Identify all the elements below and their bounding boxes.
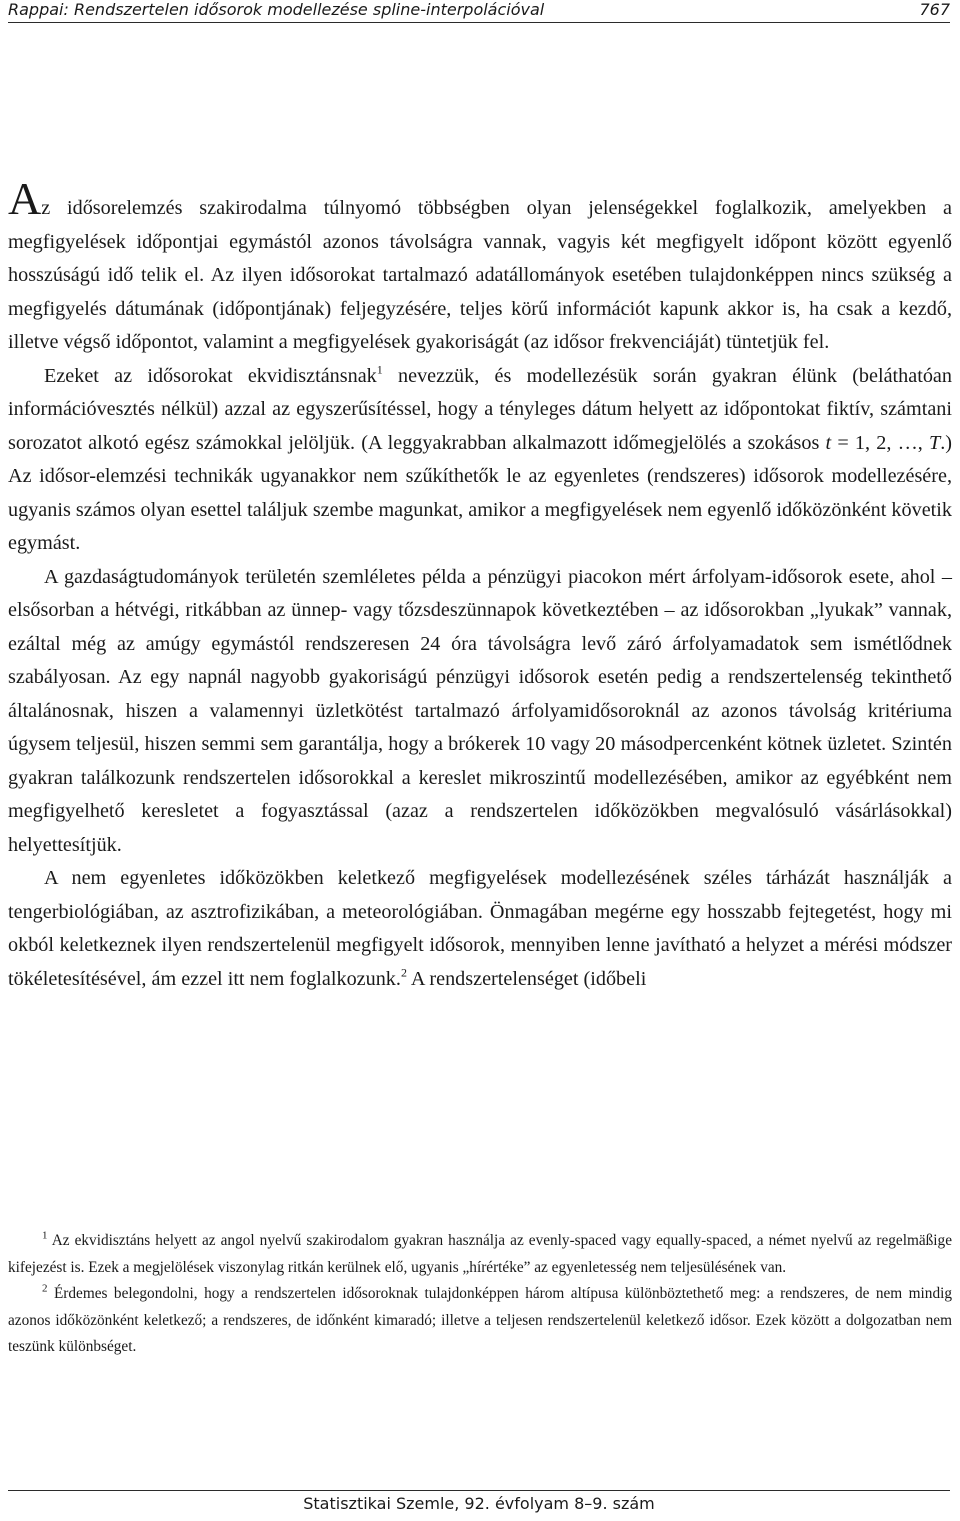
footnotes: [8, 1228, 952, 1361]
p4-text-2: magában megérne egy hosszabb fejtegetést, hogy mi okból keletkeznek ilyen rend: [8, 900, 952, 956]
p4-text-1: A nem egyenletes időközökben keletkező megfigyelések modellezésének széles tárházát használják a tengerbiológiában, az asztrofizikában, a meteorológiában. Ön: [8, 867, 952, 923]
footnote-2: [8, 1281, 952, 1361]
math-var-T: T: [929, 431, 941, 454]
running-title: Rappai: Rendszertelen idősorok modellezése spline-interpolációval: [8, 0, 545, 19]
footnote-number: 1: [42, 1229, 48, 1242]
paragraph-2: [8, 360, 952, 561]
paragraph-3: [8, 561, 952, 863]
p4-text-5: A rendszertelenséget (időbeli: [406, 967, 647, 990]
math-var-t: t: [825, 431, 832, 454]
p3-text-5: szertelen időközökben megvalósuló vásárlásokkal) helyettesítjük.: [8, 800, 952, 856]
running-header: [8, 0, 950, 23]
p3-text-4: ben, amikor az egyébként nem megfigyelhető keresletet a fogyasztással (azaz a rend: [8, 766, 952, 822]
p2-text-1: Ezeket az idősorokat ekvidisztánsnak: [44, 364, 377, 387]
p1-text-3: nak, vagyis két megfigyelt időpont között egyenlő hosszúságú idő telik el. Az ilyen idősorokat tartalmazó adatállományok esetében tulajdonképpen nincs szükség a meg: [8, 230, 952, 320]
drop-cap: A: [8, 173, 42, 224]
main-text: [8, 173, 953, 996]
p2-text-3: leges dátum helyett az időpontokat fiktív, számtani sorozatot alkotó egész számokkal jelöljük. (A leggyakrabban alkalmazott időmegjelölés a szokásos: [8, 398, 952, 454]
p1-text-2: lalkozik, amelyekben a megfigyelések időpontjai egymástól azonos távolságra van: [8, 197, 953, 253]
p4-text-4: szer tökéletesítésével, ám ezzel itt nem foglalkozunk.: [8, 934, 952, 990]
footnote-text: Érdemes belegondolni, hogy a rendszertelen idősoroknak tulajdonképpen három altípusa különböztethető meg: a rendszeres, de nem mindig azonos időközönként keletkező; a rendszeres, de időnként kimaradó; illetve a teljesen rendszertelenül keletkező idősor. Ezek között a dolgozatban nem teszünk különbséget.: [8, 1285, 952, 1355]
math-sequence: = 1, 2, …,: [831, 431, 929, 454]
footnote-text: Az ekvidisztáns helyett az angol nyelvű szakirodalom gyakran használja az evenly-spaced vagy equally-spaced, a német nyelvű az regelmäßige kifejezést is. Ezek a megjelölések viszonylag ritkán kerülnek elő, ugyanis „hírértéke” az egyenletesség nem teljesülésének van.: [8, 1232, 952, 1276]
p3-text-3: szünnapok következtében – az idősorokban „lyukak” vannak, ezáltal még az amúgy egymástól rendszeresen 24 óra távolságra levő záró árfolyamadatok sem ismétlődnek szabályosan. Az egy napnál nagyobb gyakoriságú pénzügyi idősorok esetén pedig a rendszertelenség tekinthető általánosnak, hiszen a valamennyi üzletkötést tartalmazó árfolyamidősoroknál az azonos távolság kritériuma úgysem teljesül, hiszen semmi sem garantálja, hogy a brókerek 10 vagy 20 másodpercenként kötnek üzletet. Szintén gyakran találkozunk rendszertelen idősorokkal a kereslet mikroszintű modellezésé: [8, 599, 952, 789]
running-footer: [8, 1490, 950, 1517]
paragraph-4: [8, 862, 952, 996]
p3-text-1: A gazdaságtudományok területén szemléletes példa a pénzügyi piacokon mért ár: [44, 565, 708, 588]
p1-text-1: z idősorelemzés szakirodalma túlnyomó többségben olyan jelenségekkel fog: [41, 197, 742, 219]
paragraph-1: [8, 173, 953, 360]
p1-text-4: figyelés dátumának (időpontjának) feljegyzésére, teljes körű információt kapunk akkor is, ha csak a kezdő, illetve végső időpontot, valamint a megfigyelések gyakori: [8, 297, 952, 353]
p2-text-4: .) Az idősor-elemzési technikák ugyanakkor nem szűkíthetők le az egyenletes (rendszeres) idősorok modellezésére, ugyanis számos olyan esettel találjuk szembe magunkat, amikor a megfigyelések nem egyenlő időközönként követik egymást.: [8, 431, 953, 554]
footnote-ref-2[interactable]: 2: [400, 965, 407, 980]
p3-text-2: folyam-idősorok esete, ahol – elsősorban a hétvégi, ritkábban az ünnep- vagy tőzsde: [8, 565, 952, 621]
footnote-number: 2: [42, 1282, 48, 1295]
journal-citation: Statisztikai Szemle, 92. évfolyam 8–9. szám: [303, 1494, 655, 1513]
p2-text-2: nevezzük, és modellezésük során gyakran élünk (beláthatóan információvesztés nélkül) azzal az egyszerűsítéssel, hogy a tény: [8, 364, 952, 420]
p1-text-5: ságát (az idősor frekvenciáját) tüntetjük fel.: [477, 331, 830, 353]
math-expression: [826, 432, 941, 454]
footnote-1: [8, 1228, 952, 1281]
p4-text-3: szertelenül megfigyelt idősorok, mennyiben lenne javítható a helyzet a mérési mód: [243, 934, 920, 956]
footnote-ref-1[interactable]: 1: [376, 362, 383, 377]
page-number: 767: [919, 0, 950, 19]
